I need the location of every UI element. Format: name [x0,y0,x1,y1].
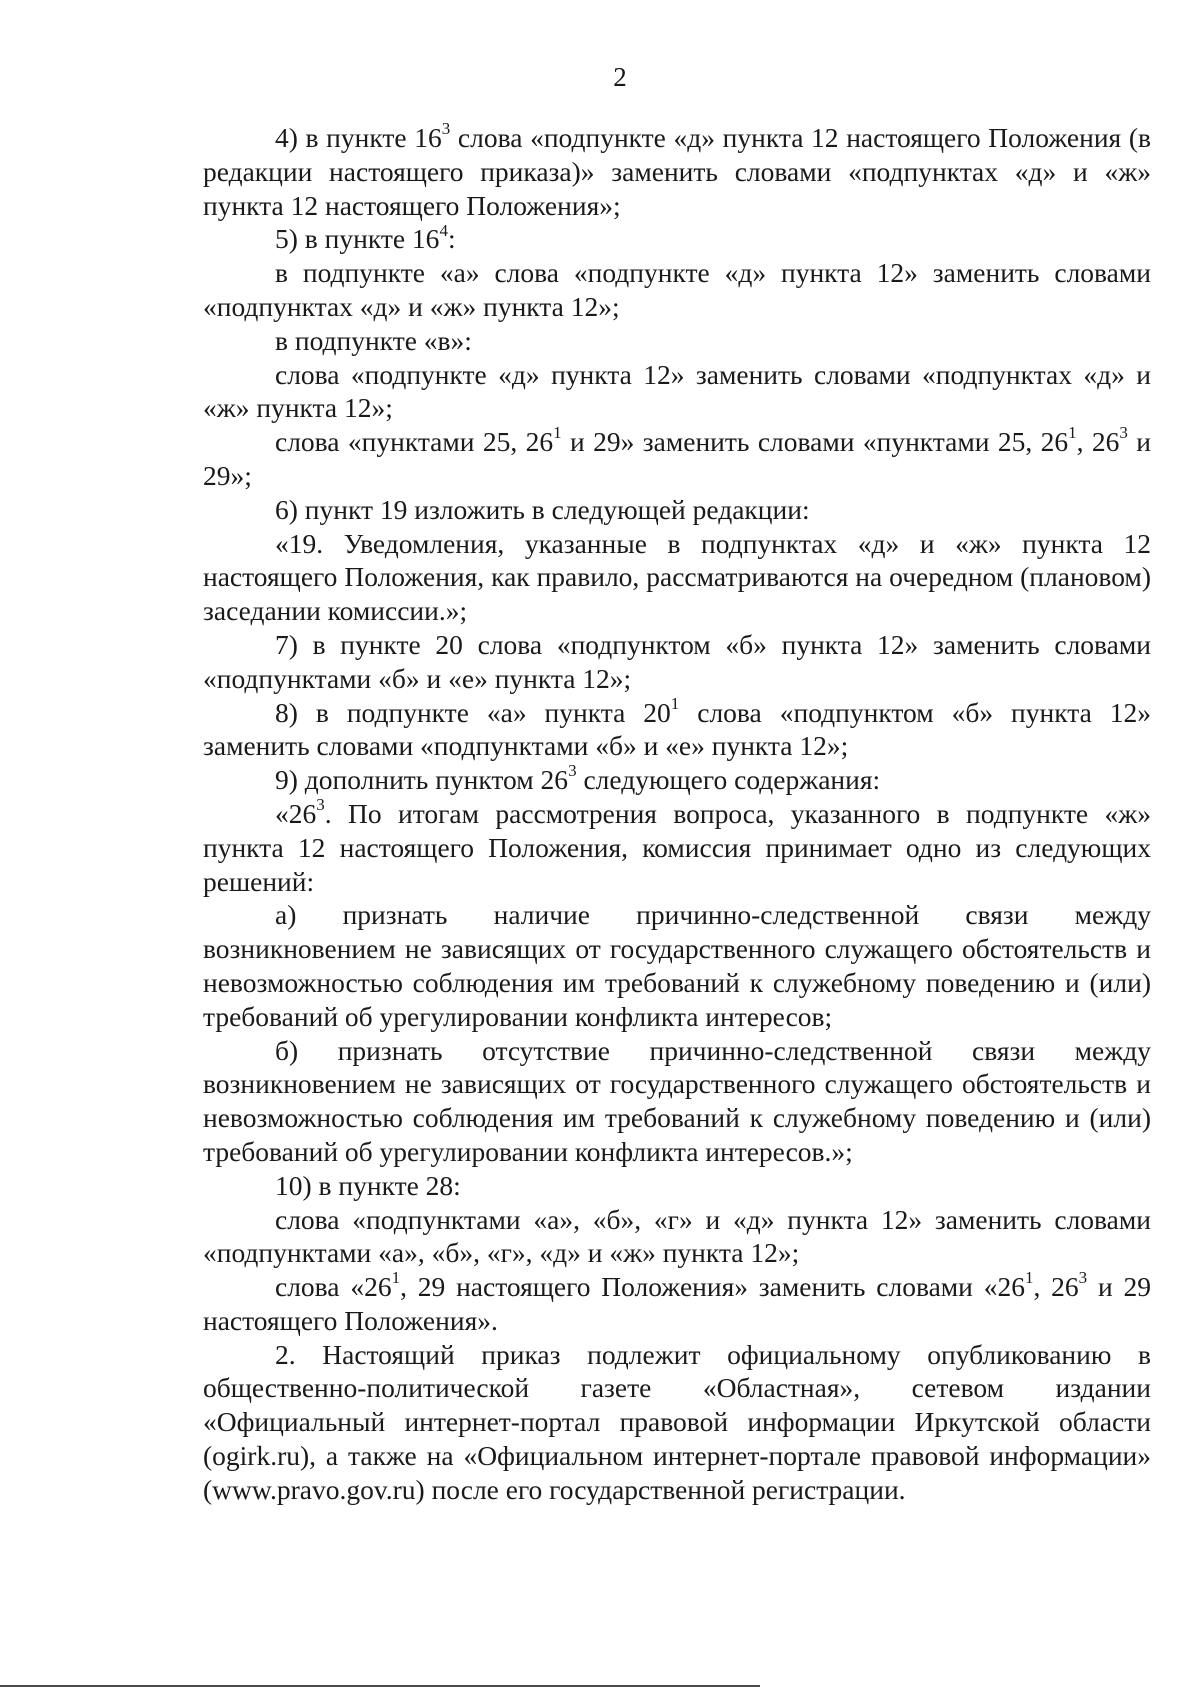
superscript: 3 [316,795,325,815]
text-run: слова «подпункте «д» пункта 12 настоящего Положения (в редакции настоящего приказа)» заменить словами «подпунктах «д» и «ж» пункта 12 настоящего Положения»; [203,122,1151,221]
bottom-rule-divider [0,1685,760,1687]
text-run: «26 [275,797,317,829]
text-run: слова «подпунктом «б» пункта 12» заменить словами «подпунктами «б» и «е» пункта 12»; [203,696,1151,762]
paragraph-item-5-subpoint-v-words-1: слова «подпункте «д» пункта 12» заменить словами «подпунктах «д» и «ж» пункта 12»; [203,358,1151,424]
paragraph-item-10-words-1: слова «подпунктами «а», «б», «г» и «д» пункта 12» заменить словами «подпунктами «а», «б», «г», «д» и «ж» пункта 12»; [203,1203,1151,1269]
superscript: 3 [568,761,577,781]
paragraph-item-9-quote [203,797,1151,898]
text-run: слова «пунктами 25, 26 [275,426,554,458]
text-run: и 29» заменить словами «пунктами 25, 26 [561,426,1069,458]
paragraph-item-5-subpoint-a: в подпункте «а» слова «подпункте «д» пункта 12» заменить словами «подпунктах «д» и «ж» пункта 12»; [203,257,1151,322]
superscript: 3 [1078,1268,1088,1288]
text-run: слова «26 [275,1271,392,1303]
text-run: и 29 настоящего Положения». [203,1271,1152,1336]
text-run: , 29 настоящего Положения» заменить словами «26 [400,1271,1025,1303]
paragraph-item-9-subpoint-b: б) признать отсутствие причинно-следственной связи между возникновением не зависящих от государственного служащего обстоятельств и невозможностью соблюдения им требований к служебному поведению и (или) требований об урегулировании конфликта интересов.»; [203,1034,1151,1167]
paragraph-item-6: 6) пункт 19 изложить в следующей редакции: [275,493,810,525]
paragraph-item-9 [203,763,1151,797]
paragraph-order-item-2: 2. Настоящий приказ подлежит официальному опубликованию в общественно-политической газете «Областная», сетевом издании «Официальный интернет-портал правовой информации Иркутской области (ogirk.ru), а также на «Официальном интернет-портале правовой информации» (www.pravo.gov.ru) после его государственной регистрации. [203,1338,1151,1505]
superscript: 1 [670,693,680,713]
text-run: 8) в подпункте «а» пункта 20 [275,696,671,728]
superscript: 3 [1119,423,1128,443]
text-run: . По итогам рассмотрения вопроса, указанного в подпункте «ж» пункта 12 настоящего Положения, комиссия принимает одно из следующих решений: [203,797,1151,897]
text-run: следующего содержания: [576,764,881,796]
paragraph-item-10-words-2 [203,1270,1151,1338]
text-run: , 26 [1076,426,1120,458]
paragraph-item-5 [203,222,1151,256]
superscript: 1 [553,423,562,443]
superscript: 1 [1068,423,1077,443]
text-run: и 29»; [203,426,1152,491]
paragraph-item-9-subpoint-a: а) признать наличие причинно-следственной связи между возникновением не зависящих от государственного служащего обстоятельств и невозможностью соблюдения им требований к служебному поведению и (или) требований об урегулировании конфликта интересов; [203,899,1151,1032]
superscript: 1 [391,1268,401,1288]
paragraph-item-10: 10) в пункте 28: [275,1169,461,1201]
paragraph-item-7: 7) в пункте 20 слова «подпунктом «б» пункта 12» заменить словами «подпунктами «б» и «е» пункта 12»; [203,628,1151,694]
text-run: , 26 [1033,1271,1079,1303]
paragraph-item-8 [203,693,1151,764]
superscript: 1 [1024,1268,1034,1288]
superscript: 4 [439,220,448,240]
text-run: 4) в пункте 16 [275,122,442,153]
paragraph-item-4 [203,121,1151,222]
text-run: 5) в пункте 16 [275,223,440,255]
text-run: 9) дополнить пунктом 26 [275,764,569,796]
paragraph-item-5-subpoint-v-words-2 [203,425,1151,493]
superscript: 3 [441,119,451,139]
page-number: 2 [613,62,627,92]
paragraph-item-5-subpoint-v: в подпункте «в»: [275,324,472,356]
paragraph-item-6-quote: «19. Уведомления, указанные в подпунктах «д» и «ж» пункта 12 настоящего Положения, как правило, рассматриваются на очередном (плановом) заседании комиссии.»; [203,527,1151,627]
text-run: : [447,223,456,255]
document-body [203,121,1151,1507]
